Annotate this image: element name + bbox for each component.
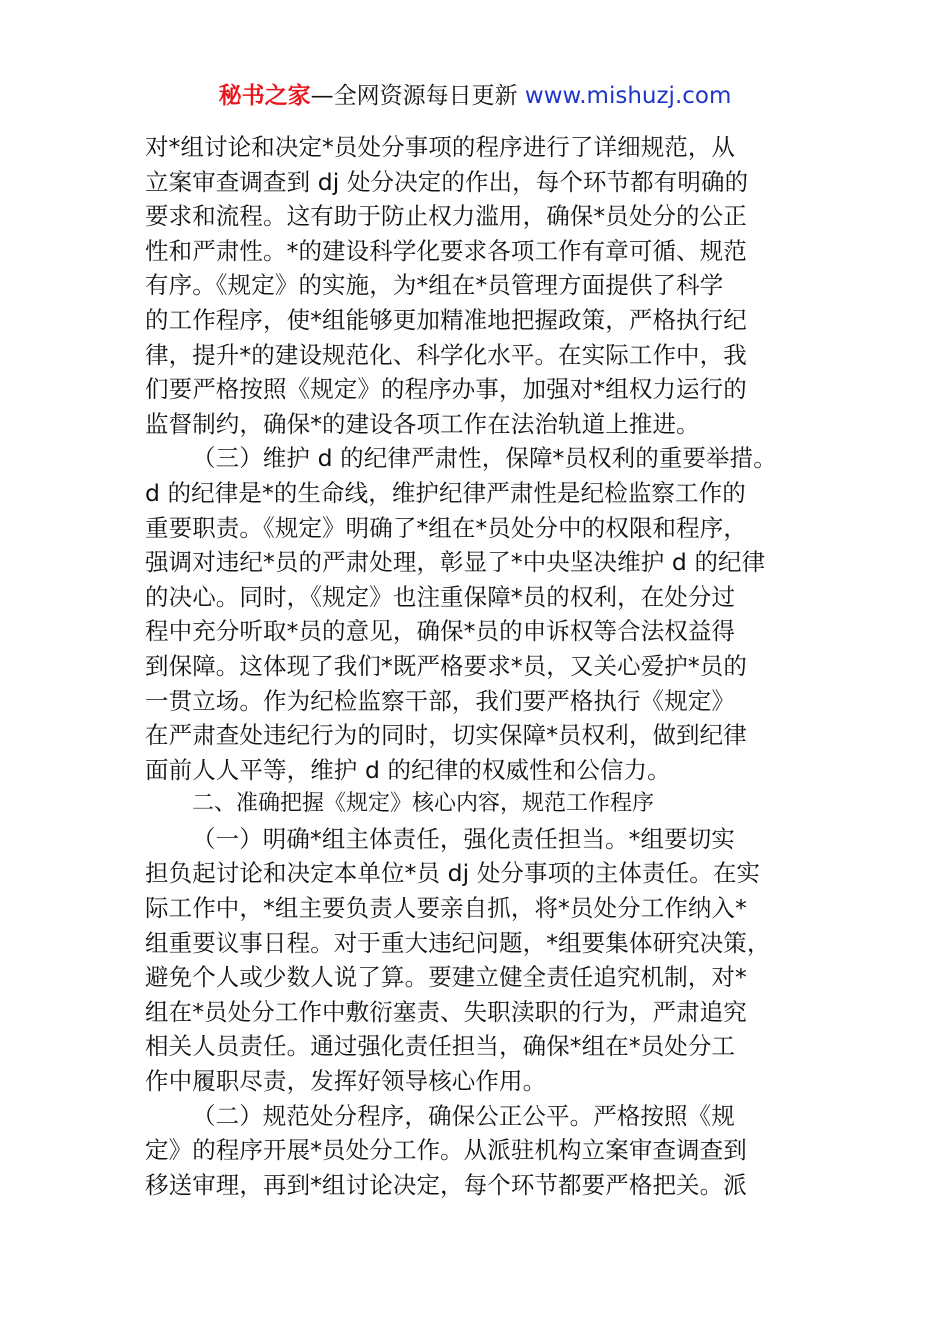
body-line: 重要职责。《规定》明确了*组在*员处分中的权限和程序， xyxy=(145,513,747,542)
section-heading: 二、准确把握《规定》核心内容，规范工作程序 xyxy=(192,791,655,817)
body-line: 律，提升*的建设规范化、科学化水平。在实际工作中，我 xyxy=(145,340,747,369)
site-header xyxy=(0,80,950,112)
body-line: 组重要议事日程。对于重大违纪问题，*组要集体研究决策， xyxy=(145,928,771,957)
body-line: 的决心。同时，《规定》也注重保障*员的权利，在处分过 xyxy=(145,582,736,611)
paragraph-start-line: （二）规范处分程序，确保公正公平。严格按照《规 xyxy=(192,1101,735,1130)
body-line: 相关人员责任。通过强化责任担当，确保*组在*员处分工 xyxy=(145,1032,736,1061)
body-line: 程中充分听取*员的意见，确保*员的申诉权等合法权益得 xyxy=(145,617,736,646)
body-line: 面前人人平等，维护 d 的纪律的权威性和公信力。 xyxy=(145,755,671,784)
body-line: 移送审理，再到*组讨论决定，每个环节都要严格把关。派 xyxy=(145,1170,747,1199)
body-line: 有序。《规定》的实施，为*组在*员管理方面提供了科学 xyxy=(145,271,724,300)
body-line: 的工作程序，使*组能够更加精准地把握政策，严格执行纪 xyxy=(145,305,747,334)
body-line: 际工作中，*组主要负责人要亲自抓，将*员处分工作纳入* xyxy=(145,894,747,923)
body-line: 在严肃查处违纪行为的同时，切实保障*员权利，做到纪律 xyxy=(145,721,747,750)
site-tagline: —全网资源每日更新 xyxy=(310,83,525,109)
body-line: 要求和流程。这有助于防止权力滥用，确保*员处分的公正 xyxy=(145,202,747,231)
body-line: 避免个人或少数人说了算。要建立健全责任追究机制，对* xyxy=(145,963,747,992)
body-line: 一贯立场。作为纪检监察干部，我们要严格执行《规定》 xyxy=(145,686,735,715)
site-brand: 秘书之家 xyxy=(218,83,311,109)
body-line: 立案审查调查到 dj 处分决定的作出，每个环节都有明确的 xyxy=(145,167,749,196)
paragraph-start-line: （三）维护 d 的纪律严肃性，保障*员权利的重要举措。 xyxy=(192,444,777,473)
body-line: 性和严肃性。*的建设科学化要求各项工作有章可循、规范 xyxy=(145,236,747,265)
document-body xyxy=(145,130,810,1202)
body-line: 到保障。这体现了我们*既严格要求*员，又关心爱护*员的 xyxy=(145,651,747,680)
body-line: 作中履职尽责，发挥好领导核心作用。 xyxy=(145,1067,547,1096)
body-line: 强调对违纪*员的严肃处理，彰显了*中央坚决维护 d 的纪律 xyxy=(145,548,766,577)
body-line: d 的纪律是*的生命线，维护纪律严肃性是纪检监察工作的 xyxy=(145,478,746,507)
body-line: 担负起讨论和决定本单位*员 dj 处分事项的主体责任。在实 xyxy=(145,859,761,888)
paragraph-start-line: （一）明确*组主体责任，强化责任担当。*组要切实 xyxy=(192,824,735,853)
site-url-link[interactable]: www.mishuzj.com xyxy=(524,83,732,109)
body-line: 监督制约，确保*的建设各项工作在法治轨道上推进。 xyxy=(145,409,700,438)
body-line: 组在*员处分工作中敷衍塞责、失职渎职的行为，严肃追究 xyxy=(145,997,747,1026)
body-line: 定》的程序开展*员处分工作。从派驻机构立案审查调查到 xyxy=(145,1136,747,1165)
body-line: 对*组讨论和决定*员处分事项的程序进行了详细规范，从 xyxy=(145,133,736,161)
body-line: 们要严格按照《规定》的程序办事，加强对*组权力运行的 xyxy=(145,375,747,404)
